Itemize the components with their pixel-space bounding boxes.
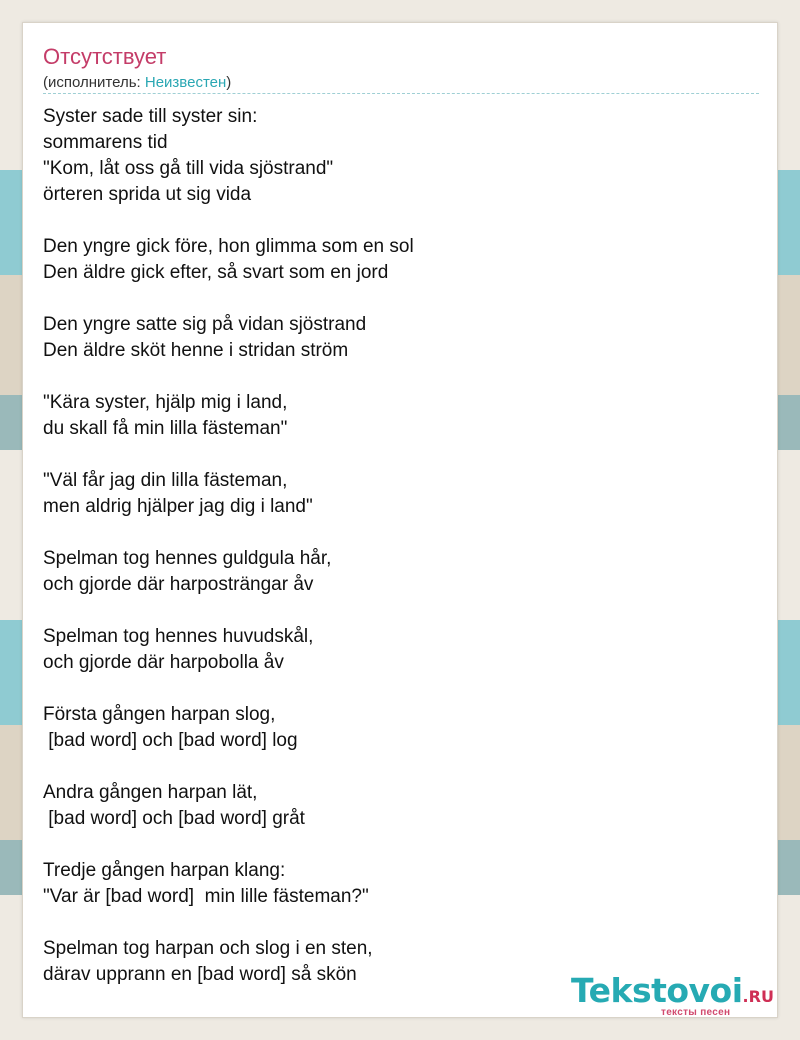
lyric-line: Spelman tog harpan och slog i en sten, [43, 938, 373, 959]
lyric-line: och gjorde där harposträngar åv [43, 574, 314, 595]
lyric-line: Spelman tog hennes guldgula hår, [43, 548, 332, 569]
lyric-line: Andra gången harpan lät, [43, 782, 258, 803]
artist-suffix: ) [226, 74, 232, 91]
lyric-line [43, 754, 414, 780]
lyric-line: och gjorde där harpobolla åv [43, 652, 284, 673]
lyric-line: därav upprann en [bad word] så skön [43, 964, 357, 985]
site-logo[interactable] [571, 973, 781, 1023]
lyric-line: Den yngre satte sig på vidan sjöstrand [43, 314, 367, 335]
logo-tld: .RU [742, 987, 774, 1006]
song-title: Отсутствует [43, 44, 167, 69]
lyric-line [43, 676, 414, 702]
lyric-line: Första gången harpan slog, [43, 704, 276, 725]
artist-line [43, 74, 231, 92]
lyric-line: Tredje gången harpan klang: [43, 860, 286, 881]
lyric-line [43, 442, 414, 468]
lyric-line: "Kom, låt oss gå till vida sjöstrand" [43, 158, 334, 179]
lyric-line [43, 208, 414, 234]
lyric-line [43, 520, 414, 546]
lyric-line: örteren sprida ut sig vida [43, 184, 252, 205]
lyric-line: [bad word] och [bad word] gråt [43, 808, 305, 829]
logo-tagline: тексты песен [661, 1007, 731, 1018]
lyrics-card [22, 22, 778, 1018]
lyric-line [43, 910, 414, 936]
lyric-line: "Var är [bad word] min lille fästeman?" [43, 886, 369, 907]
lyric-line: "Väl får jag din lilla fästeman, [43, 470, 288, 491]
logo-name: Tekstovoi [571, 971, 743, 1010]
lyric-line: [bad word] och [bad word] log [43, 730, 298, 751]
lyric-line: "Kära syster, hjälp mig i land, [43, 392, 288, 413]
lyric-line: sommarens tid [43, 132, 168, 153]
lyric-line [43, 364, 414, 390]
artist-prefix: (исполнитель: [43, 74, 145, 91]
lyric-line [43, 832, 414, 858]
lyrics-text [43, 104, 414, 988]
lyric-line: Den yngre gick före, hon glimma som en sol [43, 236, 414, 257]
header-divider [43, 93, 759, 94]
lyric-line: Den äldre gick efter, så svart som en jord [43, 262, 389, 283]
lyric-line: du skall få min lilla fästeman" [43, 418, 288, 439]
lyric-line [43, 286, 414, 312]
lyric-line: Den äldre sköt henne i stridan ström [43, 340, 349, 361]
artist-link[interactable]: Неизвестен [144, 74, 227, 91]
lyric-line: Spelman tog hennes huvudskål, [43, 626, 314, 647]
lyric-line [43, 598, 414, 624]
lyric-line: Syster sade till syster sin: [43, 106, 258, 127]
lyric-line: men aldrig hjälper jag dig i land" [43, 496, 313, 517]
